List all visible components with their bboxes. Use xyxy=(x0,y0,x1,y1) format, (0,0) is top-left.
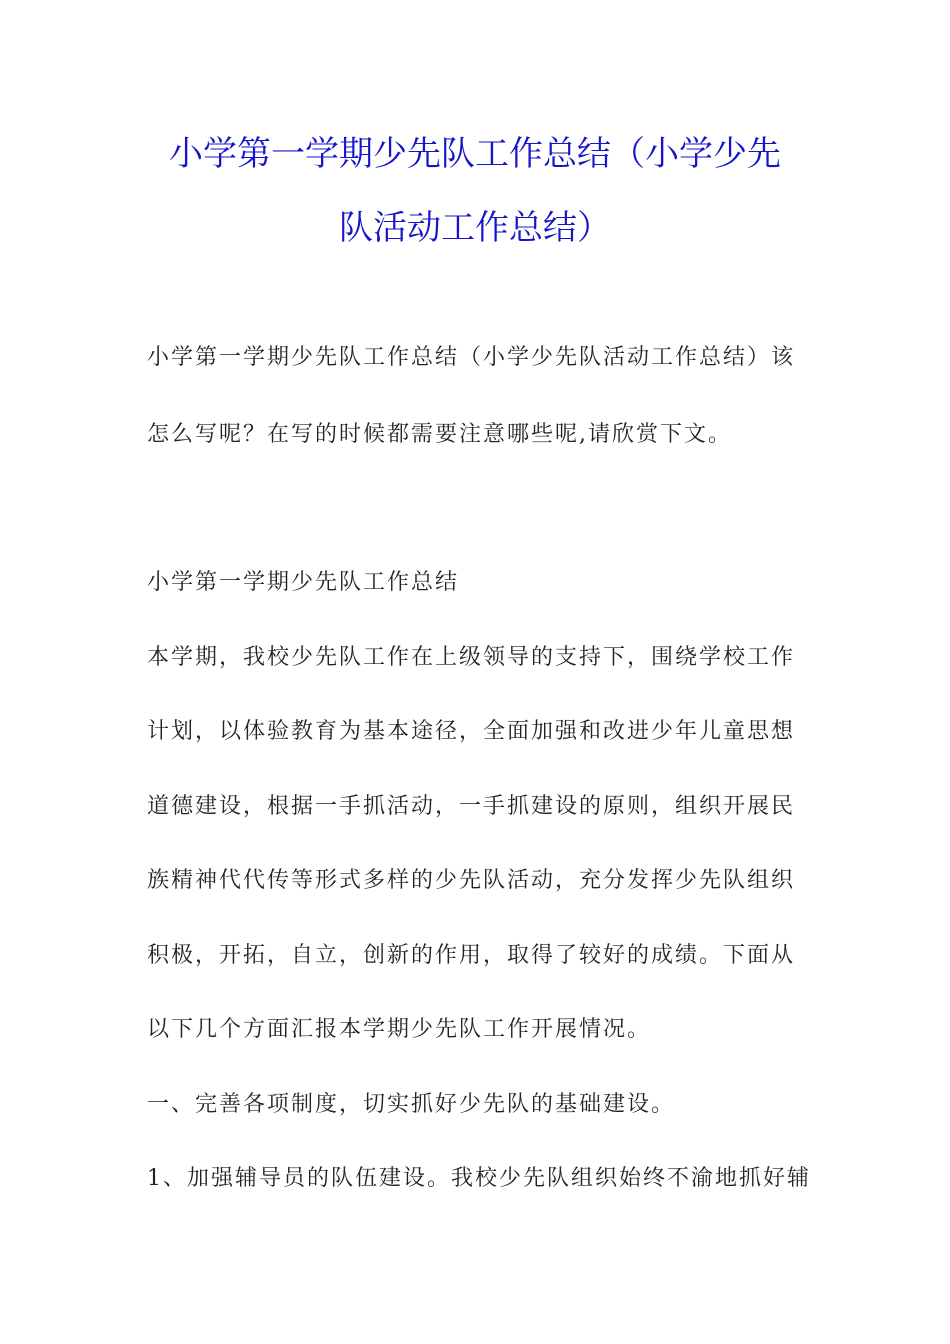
body-line-6: 以下几个方面汇报本学期少先队工作开展情况。 xyxy=(147,1017,652,1042)
body-line-5: 积极，开拓，自立，创新的作用，取得了较好的成绩。下面从 xyxy=(147,943,796,968)
body-line-2: 计划，以体验教育为基本途径，全面加强和改进少年儿童思想 xyxy=(147,719,796,744)
body-line-4: 族精神代代传等形式多样的少先队活动，充分发挥少先队组织 xyxy=(147,868,796,893)
body-line-1: 本学期，我校少先队工作在上级领导的支持下，围绕学校工作 xyxy=(147,645,796,670)
body-line-8: 1、加强辅导员的队伍建设。我校少先队组织始终不渝地抓好辅 xyxy=(147,1166,811,1191)
section-heading-1: 一、完善各项制度，切实抓好少先队的基础建设。 xyxy=(147,1092,676,1117)
document-title-line-1: 小学第一学期少先队工作总结（小学少先 xyxy=(169,134,781,174)
section-subheading: 小学第一学期少先队工作总结 xyxy=(147,570,460,595)
intro-line-1: 小学第一学期少先队工作总结（小学少先队活动工作总结）该 xyxy=(147,345,796,370)
body-line-3: 道德建设，根据一手抓活动，一手抓建设的原则，组织开展民 xyxy=(147,794,796,819)
document-title-line-2: 队活动工作总结） xyxy=(339,208,611,248)
intro-line-2: 怎么写呢？在写的时候都需要注意哪些呢,请欣赏下文。 xyxy=(147,422,732,447)
